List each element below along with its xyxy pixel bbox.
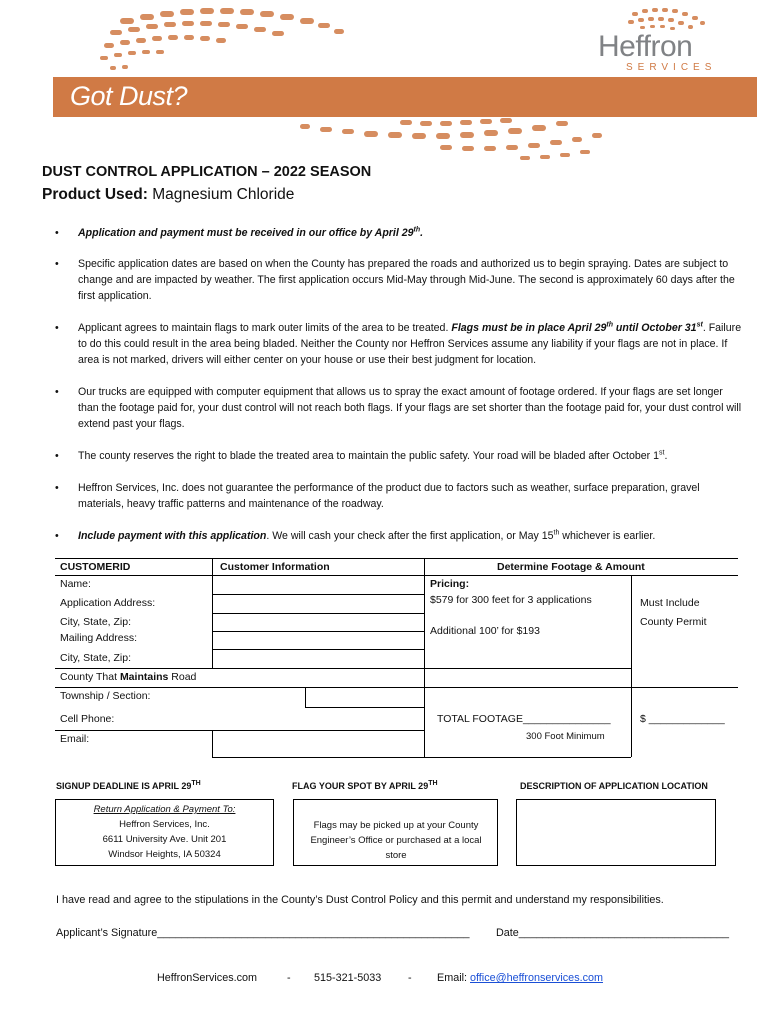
footer-email — [437, 972, 603, 984]
footer-sep-2: - — [408, 972, 412, 984]
bullet-dot: • — [55, 322, 59, 334]
table-line — [55, 668, 631, 669]
label-part: Road — [168, 671, 197, 683]
date-field[interactable]: Date___________________________________ — [496, 927, 729, 939]
return-address — [55, 802, 274, 862]
county-permit: County Permit — [640, 616, 707, 628]
return-line: 6611 University Ave. Unit 201 — [102, 834, 227, 845]
signup-deadline-heading — [56, 781, 201, 791]
county-road-label — [60, 671, 196, 683]
product-used — [42, 186, 294, 204]
table-line — [55, 558, 738, 559]
label-emph: Maintains — [119, 671, 169, 683]
bullet-text: Heffron Services, Inc. does not guarantee the performance of the product due to factors such as weather, surface preparation, gravel materials, heavy traffic patterns and maintenance of the roadway. — [78, 482, 700, 510]
return-label: Return Application & Payment To: — [93, 804, 236, 815]
table-line — [212, 730, 213, 757]
bullet-text: The county reserves the right to blade the treated area to maintain the public safety. Your road will be bladed after October 1 — [78, 450, 660, 462]
city-state-zip-label: City, State, Zip: — [60, 616, 131, 628]
bullet-text-emph: Include payment with this application — [78, 530, 267, 542]
cell-phone-label: Cell Phone: — [60, 713, 115, 725]
description-heading: DESCRIPTION OF APPLICATION LOCATION — [520, 781, 708, 791]
signature-field[interactable]: Applicant’s Signature____________________________________________________ — [56, 927, 470, 939]
name-label: Name: — [60, 578, 91, 590]
township-label: Township / Section: — [60, 690, 151, 702]
city-state-zip-label-2: City, State, Zip: — [60, 652, 131, 664]
bullet-flags — [55, 320, 745, 368]
footer-site: HeffronServices.com — [157, 972, 258, 984]
label-part: County That — [60, 671, 120, 683]
location-description-field[interactable] — [516, 799, 716, 866]
table-line — [631, 575, 632, 757]
heading-text: SIGNUP DEADLINE IS APRIL 29 — [56, 781, 192, 791]
price-base: $579 for 300 feet for 3 applications — [430, 594, 592, 606]
bullet-dot: • — [55, 386, 59, 398]
banner-text: Got Dust? — [70, 81, 188, 111]
total-footage-field[interactable]: TOTAL FOOTAGE_______________ — [437, 713, 611, 725]
table-line — [55, 730, 425, 731]
bullet-blade — [55, 448, 745, 464]
bullet-text: Our trucks are equipped with computer equipment that allows us to spray the exact amount of footage ordered. If your flags are set longer than the footage paid for, your dust control will not reach both flags. If your flags are set shorter than the footage paid for, your dust control will extend past your flags. — [78, 386, 742, 430]
email-label: Email: — [60, 733, 90, 745]
email-link[interactable]: office@heffronservices.com — [470, 972, 603, 984]
bullet-dot: • — [55, 258, 59, 270]
sup: TH — [428, 780, 438, 787]
app-address-label: Application Address: — [60, 597, 156, 609]
bullet-text: . — [420, 227, 424, 239]
table-line — [424, 730, 425, 757]
bullet-text: . — [664, 450, 668, 462]
amount-field[interactable]: $ _____________ — [640, 713, 725, 725]
bullet-payment — [55, 528, 745, 544]
mailing-address-label: Mailing Address: — [60, 632, 138, 644]
must-include: Must Include — [640, 597, 700, 609]
sup: st — [659, 449, 665, 457]
table-line — [212, 649, 424, 650]
bullet-text: Application and payment must be received in our office by April 29 — [78, 227, 414, 239]
table-line — [212, 757, 631, 758]
sup: st — [696, 321, 703, 329]
table-line — [212, 631, 424, 632]
pricing-label: Pricing: — [430, 578, 470, 590]
bullet-guarantee — [55, 480, 745, 512]
sup: TH — [191, 780, 201, 787]
email-label: Email: — [437, 972, 470, 984]
table-line — [212, 613, 424, 614]
foot-minimum: 300 Foot Minimum — [526, 731, 605, 742]
bullet-trucks — [55, 384, 745, 432]
customerid-header: CUSTOMERID — [60, 561, 131, 573]
return-line: Windsor Heights, IA 50324 — [108, 849, 221, 860]
bullet-text-emph: Flags must be in place April 29 — [451, 322, 607, 334]
bullet-text: Specific application dates are based on when the County has prepared the roads and authorized us to begin spraying. Dates are subject to change and are impacted by weather. The first application occurs Mid-May through Mid-June. The second is approximately 60 days after the first application. — [78, 258, 735, 302]
price-additional: Additional 100’ for $193 — [430, 625, 540, 637]
sup: th — [606, 321, 613, 329]
sup: th — [413, 226, 421, 234]
bullet-text: Applicant agrees to maintain flags to mark outer limits of the area to be treated. — [78, 322, 452, 334]
table-line — [305, 687, 306, 707]
bullet-dot: • — [55, 227, 59, 239]
footer-sep: - — [287, 972, 291, 984]
bullet-dot: • — [55, 482, 59, 494]
heading-text: FLAG YOUR SPOT BY APRIL 29 — [292, 781, 429, 791]
table-line — [55, 575, 738, 576]
table-line — [212, 558, 213, 668]
bullet-text: . We will cash your check after the first application, or May 15 — [266, 530, 554, 542]
bullet-text: . Failure to do this could result in the area being bladed. Neither the County nor Heffron Services assume any liability if your flags are not in place. If area is not marked, drivers will either center on your house or use their best judgment for location. — [78, 322, 742, 366]
footer-phone: 515-321-5033 — [314, 972, 382, 984]
product-value: Magnesium Chloride — [152, 186, 295, 203]
bullet-text-emph: until October 31 — [612, 322, 697, 334]
logo-services: SERVICES — [626, 62, 717, 73]
logo-heffron: Heffron — [598, 30, 693, 63]
customer-info-header: Customer Information — [220, 561, 330, 573]
bullet-dates — [55, 256, 745, 304]
page-title: DUST CONTROL APPLICATION – 2022 SEASON — [42, 164, 372, 180]
bullet-dot: • — [55, 530, 59, 542]
bullet-dot: • — [55, 450, 59, 462]
return-line: Heffron Services, Inc. — [119, 819, 210, 830]
bullet-text: whichever is earlier. — [559, 530, 656, 542]
bullet-deadline — [55, 225, 745, 241]
table-line — [212, 594, 424, 595]
flags-info: Flags may be picked up at your County Engineer’s Office or purchased at a local store — [310, 820, 482, 861]
table-line — [424, 558, 425, 730]
table-line — [55, 687, 738, 688]
table-line — [305, 707, 425, 708]
flag-spot-heading — [292, 781, 438, 791]
agreement-text: I have read and agree to the stipulations in the County’s Dust Control Policy and this permit and understand my responsibilities. — [56, 894, 664, 906]
sup: th — [553, 529, 560, 537]
determine-header: Determine Footage & Amount — [497, 561, 645, 573]
product-label: Product Used: — [42, 186, 148, 203]
